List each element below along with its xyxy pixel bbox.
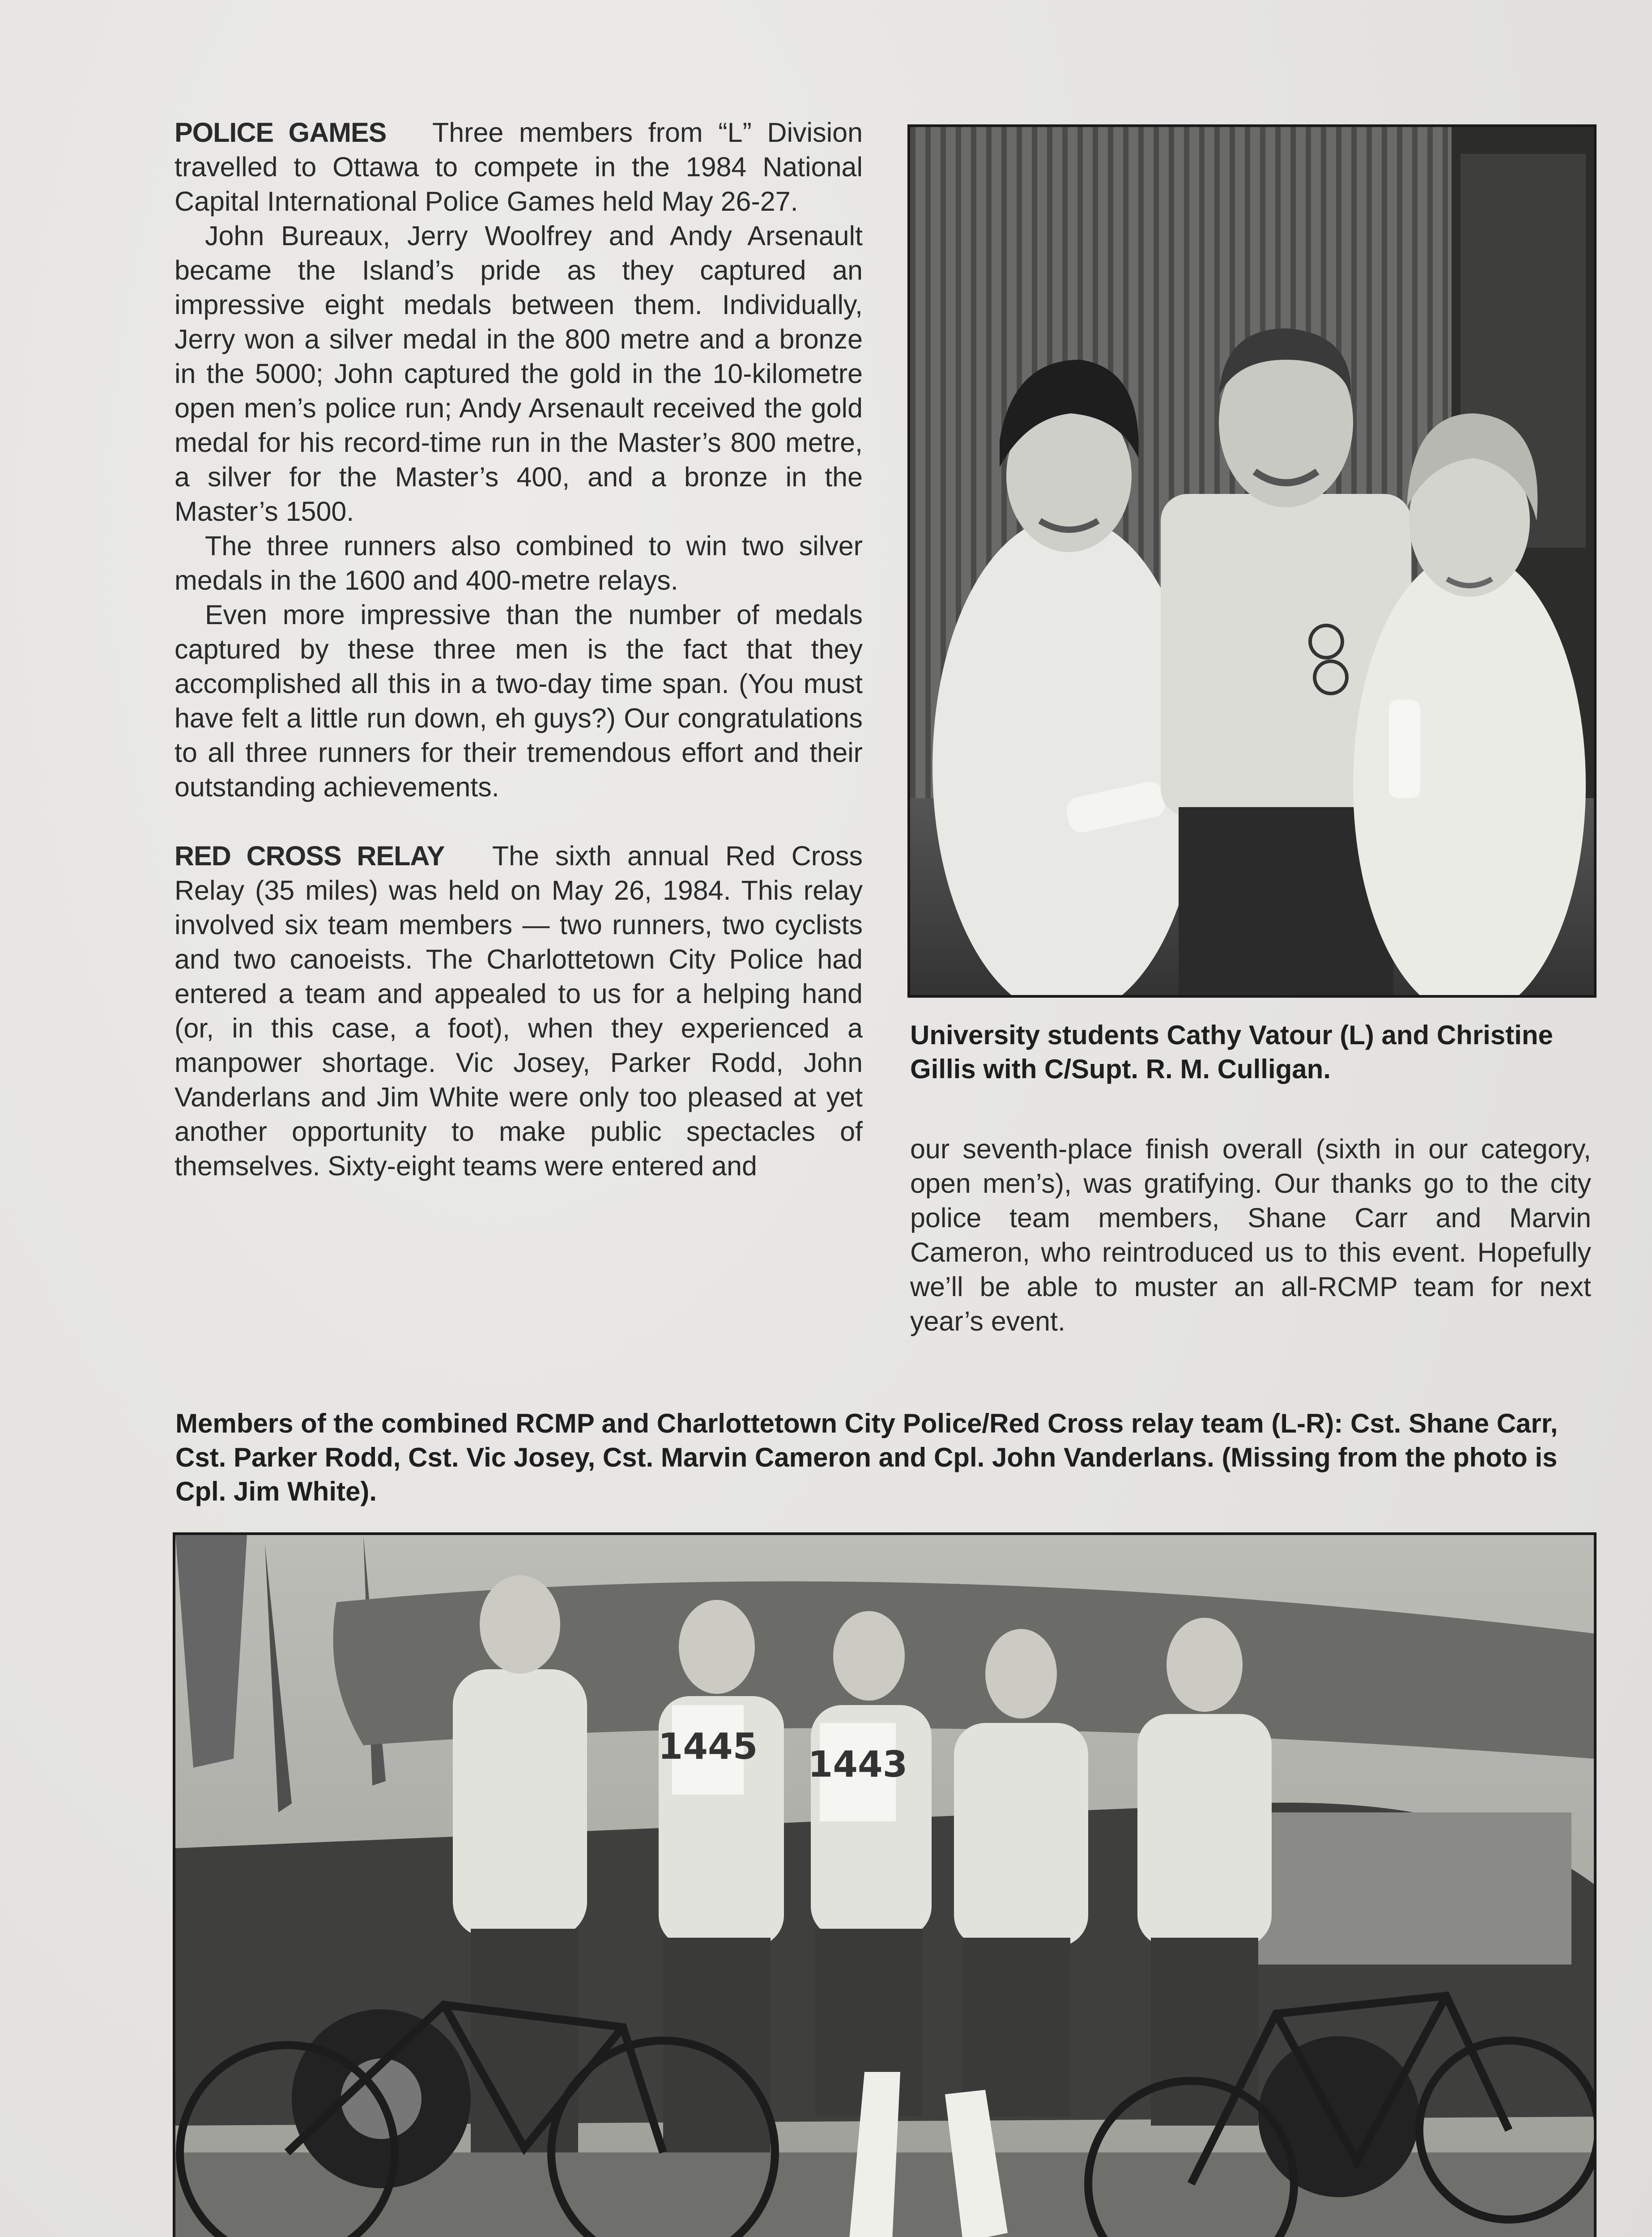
police-games-paragraph-3: The three runners also combined to win two silver medals in the 1600 and 400-metre relays. — [175, 531, 863, 595]
red-cross-heading: RED CROSS RELAY — [175, 841, 445, 871]
left-column — [175, 115, 863, 1183]
bib-right: 1443 — [808, 1744, 908, 1785]
right-column — [910, 1132, 1591, 1339]
caption-top-photo: University students Cathy Vatour (L) and Christine Gillis with C/Supt. R. M. Culligan. — [910, 1020, 1553, 1084]
red-cross-paragraph-2: our seventh-place finish overall (sixth in our category, open men’s), was gratifying. Our thanks go to the city police team members, Shane Carr and Marvin Cameron, who reintroduced us to this event. Hopefully we’ll be able to muster an all-RCMP team for next year’s event. — [910, 1134, 1591, 1336]
police-games-heading: POLICE GAMES — [175, 117, 387, 148]
red-cross-paragraph-1: RED CROSS RELAY The sixth annual Red Cross Relay (35 miles) was held on May 26, 1984. This relay involved six team members — two runners, two cyclists and two canoeists. The Charlottetown City Police had entered a team and appealed to us for a helping hand (or, in this case, a foot), when they experienced a manpower shortage. Vic Josey, Parker Rodd, John Vanderlans and Jim White were only too pleased at yet another opportunity to make public spectacles of themselves. Sixty-eight teams were entered and — [175, 841, 863, 1181]
police-games-paragraph-1: POLICE GAMES Three members from “L” Division travelled to Ottawa to compete in the 1984 National Capital International Police Games held May 26-27. — [175, 117, 863, 217]
police-games-paragraph-4: Even more impressive than the number of medals captured by these three men is the fact that they accomplished all this in a two-day time span. (You must have felt a little run down, eh guys?) Our congratulations to all three runners for their tremendous effort and their outstanding achievements. — [175, 600, 863, 802]
photo-relay-team — [173, 1532, 1597, 2237]
bib-left: 1445 — [658, 1726, 758, 1767]
photo-students-and-superintendent — [907, 124, 1597, 998]
photo-relay-team-image — [175, 1535, 1594, 2237]
photo-students-image — [910, 127, 1594, 995]
caption-bottom-photo: Members of the combined RCMP and Charlottetown City Police/Red Cross relay team (L-R): Cst. Shane Carr, Cst. Parker Rodd, Cst. Vic Josey, Cst. Marvin Cameron and Cpl. John Vanderlans. (Missing from the photo is Cpl. Jim White). — [175, 1408, 1558, 1506]
police-games-paragraph-2: John Bureaux, Jerry Woolfrey and Andy Arsenault became the Island’s pride as they captured an impressive eight medals between them. Individually, Jerry won a silver medal in the 800 metre and a bronze in the 5000; John captured the gold in the 10-kilometre open men’s police run; Andy Arsenault received the gold medal for his record-time run in the Master’s 800 metre, a silver for the Master’s 400, and a bronze in the Master’s 1500. — [175, 221, 863, 527]
